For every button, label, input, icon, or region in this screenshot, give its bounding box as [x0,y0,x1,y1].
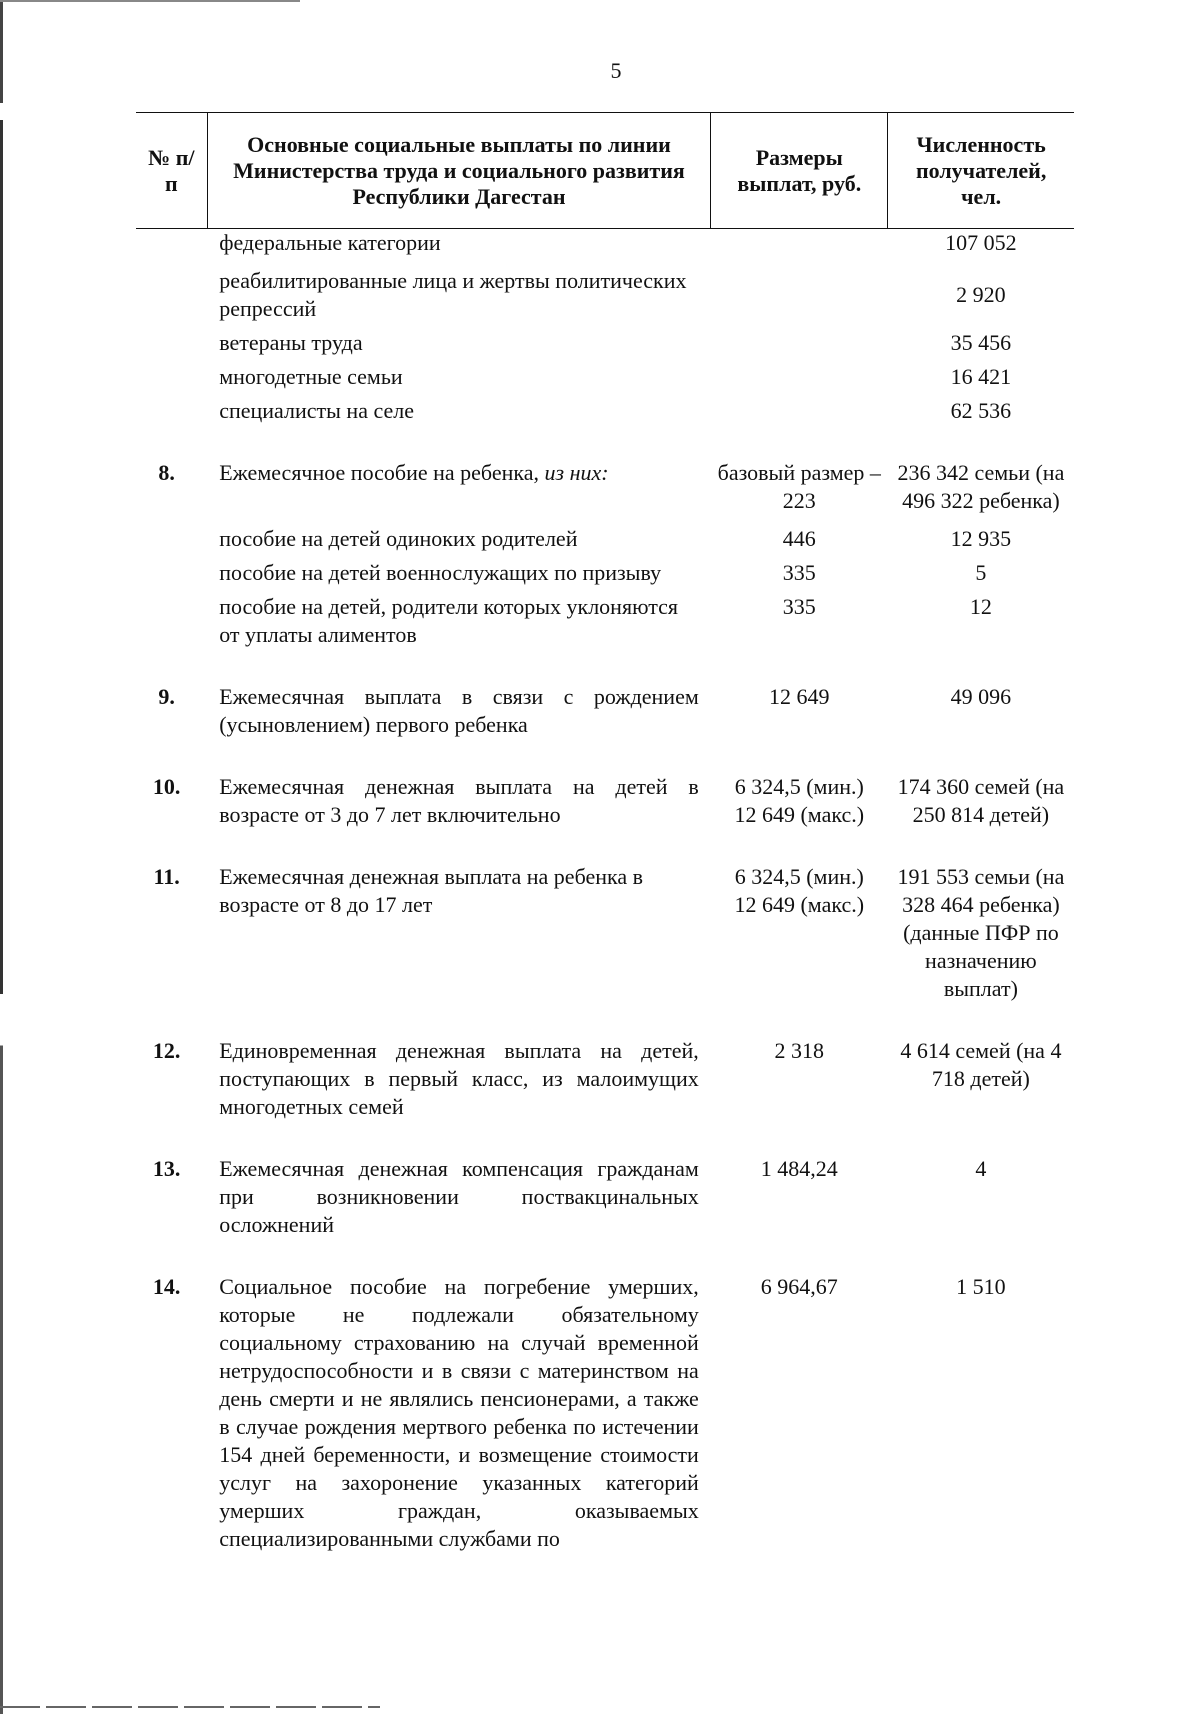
row-amount [711,323,888,357]
row-name-italic: из них: [544,460,609,485]
table-header-row [136,113,1074,229]
row-amount: 335 [782,560,816,585]
row-count: 12 [969,594,992,619]
header-name: Основные социальные выплаты по линии Министерства труда и социального развития Республики Дагестан [207,113,711,229]
table-row [136,229,1074,258]
row-num [136,229,207,258]
row-count: 16 421 [950,364,1012,389]
row-num [136,257,207,323]
row-name: пособие на детей одиноких родителей [219,526,578,551]
row-name: Социальное пособие на погребение умерших, которые не подлежали обязательному социальному страхованию на случай временной нетрудоспособности и в связи с материнством на день смерти и не являлись пенсионерами, а также в случае рождения мертвого ребенка по истечении 154 дней беременности, и возмещение стоимости услуг на захоронение указанных категорий умерших граждан, оказываемых специализированными службами по [219,1274,699,1551]
table-row [136,1121,1074,1239]
row-name: многодетные семьи [219,364,403,389]
header-count: Численность получателей, чел. [888,113,1074,229]
row-num [136,357,207,391]
row-count: 236 342 семьи (на 496 322 ребенка) [897,460,1065,513]
row-amount: 1 484,24 [760,1156,838,1181]
table-row [136,739,1074,829]
row-count: 4 614 семей (на 4 718 детей) [900,1038,1062,1091]
row-num: 11. [153,864,180,889]
table-row [136,553,1074,587]
row-count: 4 [975,1156,987,1181]
amount-max: 12 649 (макс.) [734,892,865,917]
table-row [136,357,1074,391]
row-name [207,425,711,515]
table-row [136,391,1074,425]
table-row [136,515,1074,553]
row-name: Ежемесячная денежная выплата на детей в возрасте от 3 до 7 лет включительно [219,774,699,827]
row-count: 1 510 [956,1274,1006,1299]
row-num: 10. [152,774,181,799]
scan-edge-bottom [0,1706,380,1708]
payments-table [136,112,1074,1553]
row-name: пособие на детей военнослужащих по призыву [219,560,662,585]
row-count: 12 935 [950,526,1012,551]
header-num: № п/п [136,113,207,229]
row-amount [711,829,888,1003]
table-row [136,649,1074,739]
row-name: Ежемесячная выплата в связи с рождением (усыновлением) первого ребенка [219,684,699,737]
table-row [136,257,1074,323]
row-num: 9. [158,684,175,709]
row-count: 2 920 [956,282,1006,307]
row-amount: 12 649 [769,684,830,709]
row-count: 107 052 [945,230,1017,255]
row-name: ветераны труда [219,330,363,355]
row-count: 62 536 [950,398,1012,423]
row-num [136,323,207,357]
row-num: 12. [152,1038,181,1063]
row-num [136,587,207,649]
amount-min: 6 324,5 (мин.) [734,774,864,799]
row-amount: 6 964,67 [760,1274,838,1299]
row-count: 5 [975,560,987,585]
row-num [136,515,207,553]
row-name: Ежемесячная денежная выплата на ребенка в возрасте от 8 до 17 лет [219,864,644,917]
row-amount: базовый размер – 223 [717,460,881,513]
row-name: Ежемесячная денежная компенсация гражданам при возникновении поствакцинальных осложнений [219,1156,699,1237]
row-num [136,553,207,587]
row-amount: 2 318 [774,1038,825,1063]
row-amount [711,357,888,391]
table-row [136,1003,1074,1121]
table-row [136,829,1074,1003]
row-amount [711,739,888,829]
amount-max: 12 649 (макс.) [734,802,865,827]
table-row [136,323,1074,357]
row-num: 8. [158,460,175,485]
row-count: 49 096 [950,684,1012,709]
row-amount [711,257,888,323]
row-name: специалисты на селе [219,398,415,423]
row-count: 35 456 [950,330,1012,355]
table-row [136,587,1074,649]
row-num [136,391,207,425]
row-name-text: Ежемесячное пособие на ребенка, [219,460,539,485]
row-num: 14. [152,1274,181,1299]
scan-edge-top [0,0,300,2]
row-amount: 446 [782,526,816,551]
header-amount: Размеры выплат, руб. [711,113,888,229]
row-name: Единовременная денежная выплата на детей, поступающих в первый класс, из малоимущих многодетных семей [219,1038,699,1119]
amount-min: 6 324,5 (мин.) [734,864,864,889]
scan-edge-left [0,0,3,1714]
table-row [136,1239,1074,1553]
row-name: федеральные категории [219,230,441,255]
row-amount [711,229,888,258]
row-amount: 335 [782,594,816,619]
row-name: реабилитированные лица и жертвы политических репрессий [219,268,687,321]
row-count: 191 553 семьи (на 328 464 ребенка) (данные ПФР по назначению выплат) [897,864,1065,1001]
row-count: 174 360 семей (на 250 814 детей) [897,774,1065,827]
table-row [136,425,1074,515]
row-amount [711,391,888,425]
row-name: пособие на детей, родители которых уклоняются от уплаты алиментов [219,594,678,647]
page-number: 5 [610,58,622,83]
row-num: 13. [152,1156,181,1181]
